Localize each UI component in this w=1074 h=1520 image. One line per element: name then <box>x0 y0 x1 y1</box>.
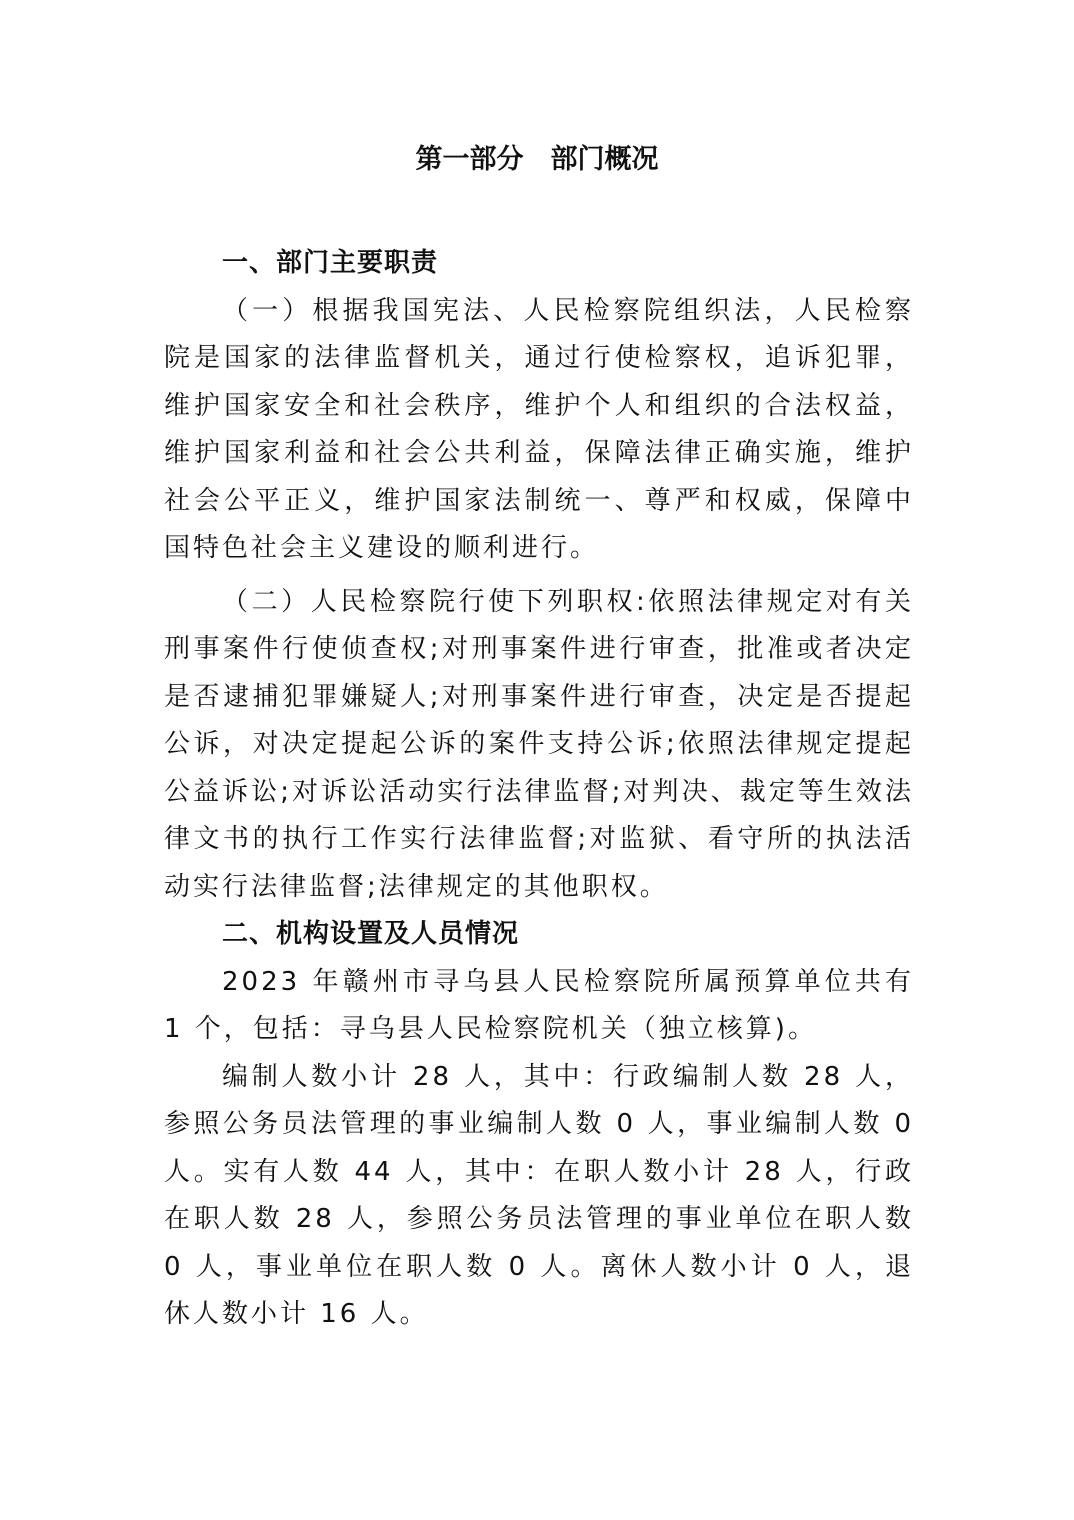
page-title: 第一部分 部门概况 <box>415 144 659 175</box>
paragraph-organization-2: 编制人数小计 28 人，其中：行政编制人数 28 人，参照公务员法管理的事业编制人数 0 人，事业编制人数 0 人。实有人数 44 人，其中：在职人数小计 28 人，行政在职人数 28 人，参照公务员法管理的事业单位在职人数 0 人，事业单位在职人数 0 人。离休人数小计 0 人，退休人数小计 16 人。 <box>164 1061 914 1329</box>
paragraph-duties-1: （一）根据我国宪法、人民检察院组织法，人民检察院是国家的法律监督机关，通过行使检察权，追诉犯罪，维护国家安全和社会秩序，维护个人和组织的合法权益，维护国家利益和社会公共利益，保障法律正确实施，维护社会公平正义，维护国家法制统一、尊严和权威，保障中国特色社会主义建设的顺利进行。 <box>164 295 914 563</box>
paragraph-organization-1: 2023 年赣州市寻乌县人民检察院所属预算单位共有 1 个，包括：寻乌县人民检察院机关（独立核算)。 <box>164 966 914 1044</box>
document-body <box>164 240 914 1339</box>
section-heading-duties: 一、部门主要职责 <box>222 248 439 278</box>
section-heading-organization: 二、机构设置及人员情况 <box>222 919 520 949</box>
paragraph-duties-2: （二）人民检察院行使下列职权:依照法律规定对有关刑事案件行使侦查权;对刑事案件进行审查，批准或者决定是否逮捕犯罪嫌疑人;对刑事案件进行审查，决定是否提起公诉，对决定提起公诉的案件支持公诉;依照法律规定提起公益诉讼;对诉讼活动实行法律监督;对判决、裁定等生效法律文书的执行工作实行法律监督;对监狱、看守所的执法活动实行法律监督;法律规定的其他职权。 <box>164 586 914 902</box>
